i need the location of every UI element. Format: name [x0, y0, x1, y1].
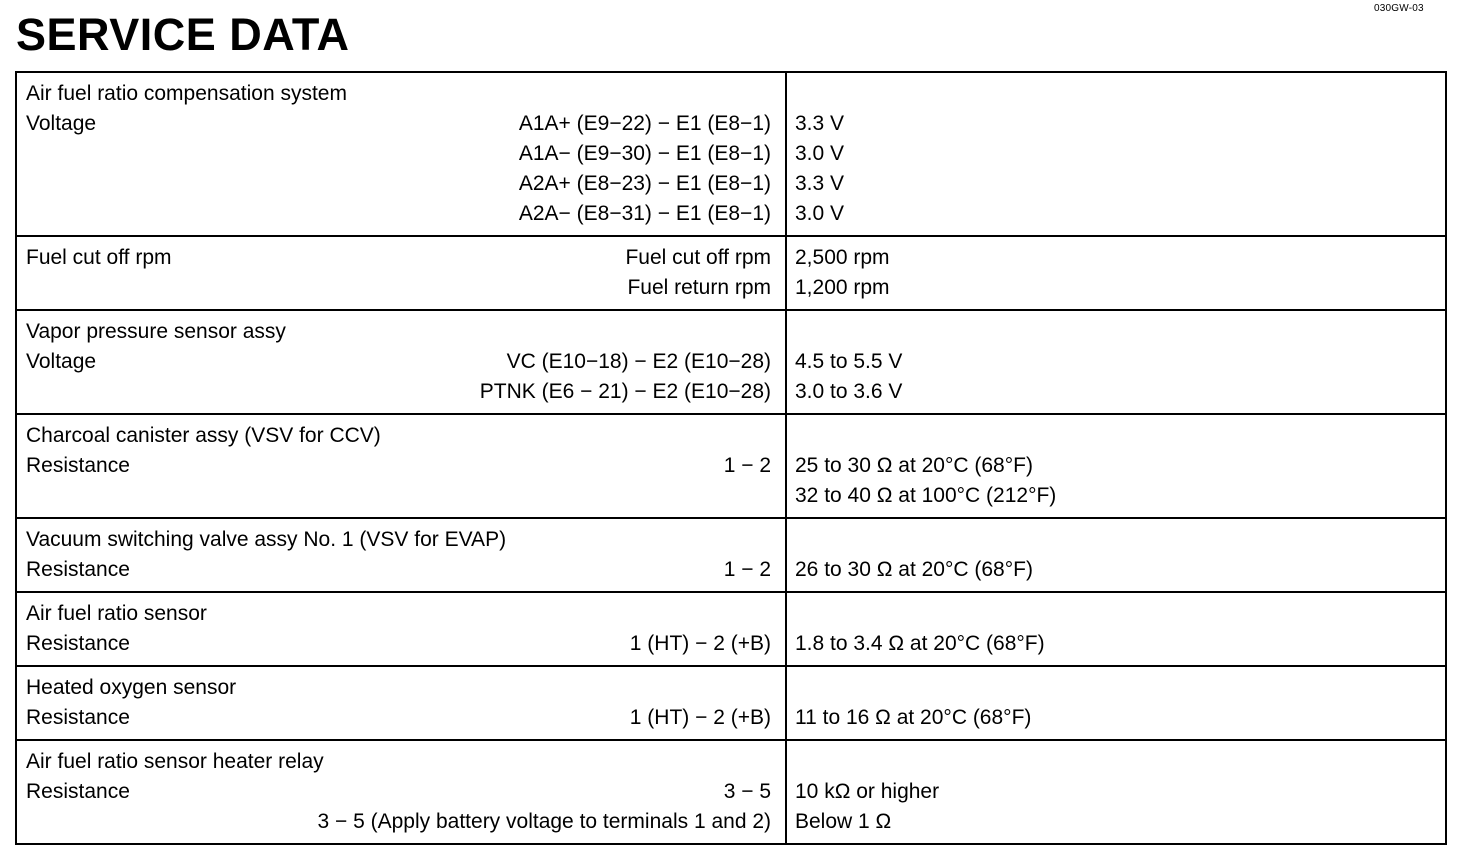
spec-item-column	[17, 73, 787, 235]
spec-line	[26, 481, 771, 511]
measurement-label: Resistance	[26, 558, 130, 581]
test-condition: 1 − 2	[723, 454, 771, 477]
section-title: Heated oxygen sensor	[26, 676, 237, 699]
test-condition: A1A− (E9−30) − E1 (E8−1)	[518, 142, 771, 165]
spec-value: 3.3 V	[795, 112, 845, 135]
spec-section	[17, 665, 1445, 739]
spec-value: 4.5 to 5.5 V	[795, 350, 903, 373]
spec-value: 11 to 16 Ω at 20°C (68°F)	[795, 706, 1032, 729]
spec-value-column	[787, 519, 1445, 591]
spec-line	[26, 703, 771, 733]
test-condition: 1 (HT) − 2 (+B)	[629, 632, 771, 655]
section-title: Charcoal canister assy (VSV for CCV)	[26, 424, 381, 447]
spec-value: 26 to 30 Ω at 20°C (68°F)	[795, 558, 1033, 581]
spec-value-blank	[795, 317, 1437, 347]
section-title: Air fuel ratio compensation system	[26, 82, 347, 105]
measurement-label: Resistance	[26, 706, 130, 729]
test-condition: A2A− (E8−31) − E1 (E8−1)	[518, 202, 771, 225]
spec-line	[26, 525, 771, 555]
spec-value: 1.8 to 3.4 Ω at 20°C (68°F)	[795, 632, 1045, 655]
spec-line	[26, 807, 771, 837]
section-title: Vapor pressure sensor assy	[26, 320, 286, 343]
measurement-label: Voltage	[26, 350, 97, 373]
spec-line	[26, 599, 771, 629]
spec-line	[26, 273, 771, 303]
spec-line	[26, 673, 771, 703]
test-condition: VC (E10−18) − E2 (E10−28)	[506, 350, 771, 373]
spec-section	[17, 73, 1445, 235]
test-condition: 1 − 2	[723, 558, 771, 581]
spec-item-column	[17, 667, 787, 739]
spec-value-blank	[795, 421, 1437, 451]
spec-section	[17, 517, 1445, 591]
spec-value: Below 1 Ω	[795, 810, 892, 833]
spec-section	[17, 413, 1445, 517]
spec-value-blank	[795, 525, 1437, 555]
test-condition: PTNK (E6 − 21) − E2 (E10−28)	[479, 380, 771, 403]
spec-value: 10 kΩ or higher	[795, 780, 940, 803]
spec-section	[17, 309, 1445, 413]
spec-value-column	[787, 667, 1445, 739]
spec-value-column	[787, 311, 1445, 413]
spec-value-blank	[795, 599, 1437, 629]
spec-value-column	[787, 237, 1445, 309]
spec-section	[17, 739, 1445, 843]
spec-value-column	[787, 741, 1445, 843]
section-title: Fuel cut off rpm	[26, 246, 172, 269]
spec-value: 3.3 V	[795, 172, 845, 195]
spec-line	[26, 377, 771, 407]
spec-value: 3.0 to 3.6 V	[795, 380, 903, 403]
test-condition: A2A+ (E8−23) − E1 (E8−1)	[518, 172, 771, 195]
spec-line	[26, 109, 771, 139]
section-title: Vacuum switching valve assy No. 1 (VSV for EVAP)	[26, 528, 507, 551]
spec-value-blank	[795, 673, 1437, 703]
spec-value-blank	[795, 79, 1437, 109]
spec-value: 3.0 V	[795, 202, 845, 225]
spec-item-column	[17, 311, 787, 413]
section-title: Air fuel ratio sensor	[26, 602, 207, 625]
spec-value: 25 to 30 Ω at 20°C (68°F)	[795, 454, 1033, 477]
spec-line	[26, 555, 771, 585]
test-condition: 1 (HT) − 2 (+B)	[629, 706, 771, 729]
measurement-label: Resistance	[26, 454, 130, 477]
spec-value-column	[787, 73, 1445, 235]
measurement-label: Resistance	[26, 632, 130, 655]
spec-item-column	[17, 593, 787, 665]
spec-line	[26, 243, 771, 273]
service-data-table	[15, 71, 1447, 845]
measurement-label: Resistance	[26, 780, 130, 803]
test-condition: 3 − 5	[723, 780, 771, 803]
spec-line	[26, 777, 771, 807]
spec-value: 2,500 rpm	[795, 246, 890, 269]
spec-line	[26, 199, 771, 229]
spec-value-column	[787, 415, 1445, 517]
spec-value: 32 to 40 Ω at 100°C (212°F)	[795, 484, 1057, 507]
spec-line	[26, 629, 771, 659]
spec-value: 3.0 V	[795, 142, 845, 165]
spec-line	[26, 169, 771, 199]
spec-section	[17, 591, 1445, 665]
spec-value-blank	[795, 747, 1437, 777]
spec-item-column	[17, 741, 787, 843]
test-condition: Fuel return rpm	[627, 276, 771, 299]
test-condition: A1A+ (E9−22) − E1 (E8−1)	[518, 112, 771, 135]
spec-value: 1,200 rpm	[795, 276, 890, 299]
spec-line	[26, 421, 771, 451]
document-code: 030GW-03	[1374, 3, 1424, 14]
section-title: Air fuel ratio sensor heater relay	[26, 750, 324, 773]
spec-line	[26, 347, 771, 377]
spec-value-column	[787, 593, 1445, 665]
spec-line	[26, 747, 771, 777]
test-condition: 3 − 5 (Apply battery voltage to terminals 1 and 2)	[317, 810, 771, 833]
page-title: SERVICE DATA	[16, 9, 350, 60]
spec-line	[26, 451, 771, 481]
spec-line	[26, 317, 771, 347]
spec-line	[26, 79, 771, 109]
spec-item-column	[17, 415, 787, 517]
measurement-label: Voltage	[26, 112, 97, 135]
spec-item-column	[17, 519, 787, 591]
spec-section	[17, 235, 1445, 309]
spec-line	[26, 139, 771, 169]
spec-item-column	[17, 237, 787, 309]
test-condition: Fuel cut off rpm	[625, 246, 771, 269]
